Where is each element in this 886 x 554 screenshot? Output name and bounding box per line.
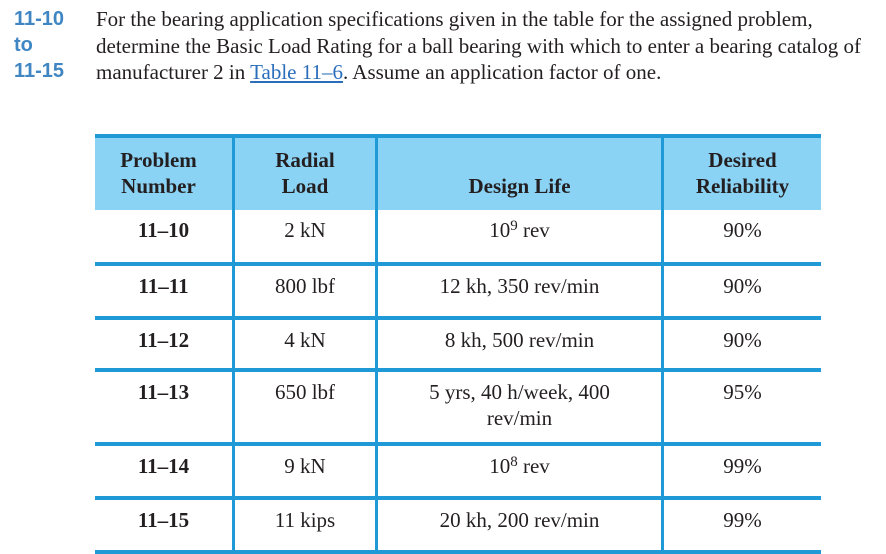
header-problem-number: Problem Number [95, 138, 235, 210]
table-row [95, 368, 821, 442]
table-bottom-rule [95, 550, 821, 554]
problem-text-after: . Assume an application factor of one. [342, 60, 662, 84]
cell-load: 4 kN [235, 320, 378, 368]
cell-design-life: 5 yrs, 40 h/week, 400 rev/min [378, 372, 664, 442]
cell-design-life: $10^9$ rev [378, 210, 664, 262]
bearing-spec-table [95, 134, 821, 554]
problem-text-before: For the bearing application specifications given in the table for the assigned problem, determine the Basic Load Rating for a ball bearing with which to enter a bearing catalog of manufacturer 2 in [96, 7, 862, 84]
header-radial-load: Radial Load [235, 138, 378, 210]
table-row [95, 262, 821, 316]
problem-statement [96, 6, 876, 86]
cell-design-life: $10^8$ rev [378, 446, 664, 496]
cell-problem: 11–13 [95, 372, 235, 442]
cell-load: 9 kN [235, 446, 378, 496]
header-design-life: Design Life [378, 138, 664, 210]
cell-problem: 11–14 [95, 446, 235, 496]
cell-load: 800 lbf [235, 266, 378, 316]
cell-load: 11 kips [235, 500, 378, 550]
table-row [95, 210, 821, 262]
table-row [95, 316, 821, 368]
table-header-row [95, 138, 821, 210]
cell-reliability: 95% [723, 380, 762, 404]
cell-reliability: 99% [723, 454, 762, 478]
header-desired-reliability: Desired Reliability [695, 148, 790, 198]
table-row [95, 442, 821, 496]
cell-problem: 11–12 [95, 320, 235, 368]
cell-load: 2 kN [235, 210, 378, 262]
problem-range-to: to [14, 34, 33, 56]
problem-range-end: 11-15 [14, 60, 65, 82]
problem-range-start: 11-10 [14, 8, 65, 30]
exponent: 9 [510, 218, 518, 234]
problem-number-label [14, 6, 78, 84]
cell-problem: 11–11 [95, 266, 235, 316]
cell-design-life: 8 kh, 500 rev/min [378, 320, 664, 368]
cell-problem: 11–15 [95, 500, 235, 550]
cell-problem: 11–10 [95, 210, 235, 262]
table-row [95, 496, 821, 550]
exponent: 8 [510, 454, 518, 470]
cell-reliability: 99% [723, 508, 762, 532]
cell-design-life: 20 kh, 200 rev/min [378, 500, 664, 550]
table-reference-link[interactable]: Table 11–6 [250, 60, 343, 84]
cell-reliability: 90% [723, 274, 762, 298]
cell-reliability: 90% [723, 218, 762, 242]
cell-reliability: 90% [723, 328, 762, 352]
cell-design-life: 12 kh, 350 rev/min [378, 266, 664, 316]
cell-load: 650 lbf [235, 372, 378, 442]
